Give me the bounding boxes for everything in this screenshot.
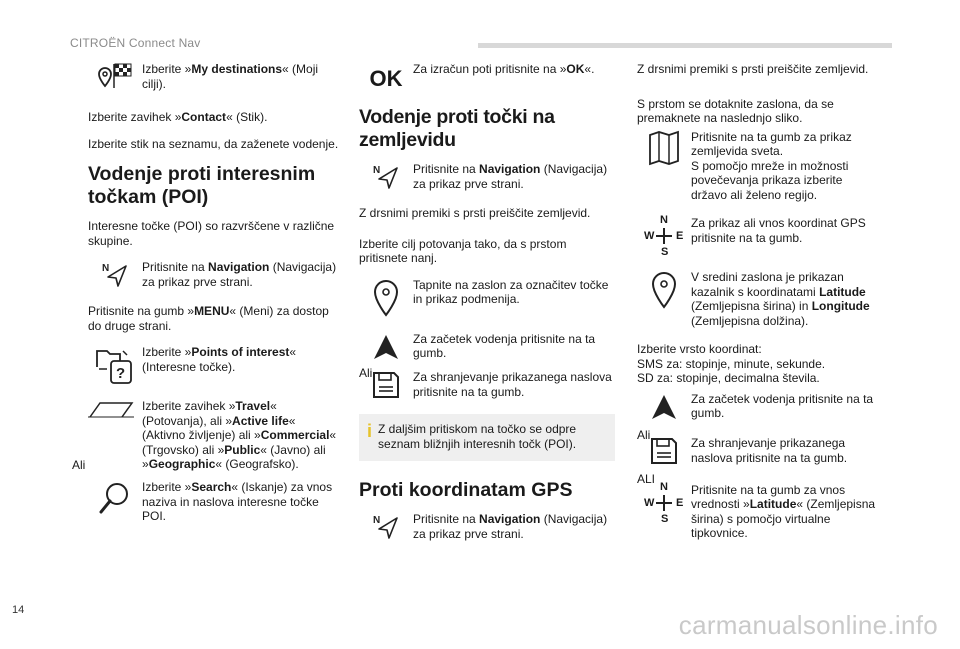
item-start-2-text: Za začetek vodenja pritisnite na ta gumb. — [691, 391, 874, 420]
info-note — [359, 414, 615, 461]
ali-label: Ali — [72, 457, 86, 472]
item-navigation-2-text: Pritisnite na Navigation (Navigacija) za prikaz prve strani. — [413, 162, 608, 191]
watermark: carmanualsonline.info — [678, 610, 938, 640]
svg-text:N: N — [373, 165, 381, 176]
start-guidance-arrow-icon — [359, 332, 413, 362]
compass-n: N — [660, 480, 668, 493]
item-travel-text: Izberite zavihek »Travel« (Potovanja), ali »Active life« (Aktivno življenje) ali »Commercial« (Trgovsko) ali »Public« (Javno) ali »Geographic« (Geografsko). — [142, 399, 337, 471]
item-tap-text: Tapnite na zaslon za označitev točke in prikaz podmenija. — [413, 277, 609, 306]
item-save-2-text: Za shranjevanje prikazanega naslova pritisnite na ta gumb. — [691, 436, 848, 465]
p-menu: Pritisnite na gumb »MENU« (Meni) za dostop do druge strani. — [88, 304, 329, 333]
ali-label: Ali — [637, 427, 651, 442]
column-2 — [359, 62, 615, 556]
item-search-text: Izberite »Search« (Iskanje) za vnos naziva in naslova interesne točke POI. — [142, 480, 333, 523]
world-map-icon — [637, 130, 691, 166]
item-start-guidance-2 — [637, 392, 877, 422]
compass-n: N — [660, 214, 668, 226]
navigation-arrow-icon — [359, 512, 413, 542]
tab-shape-icon — [88, 399, 142, 419]
item-latitude-input — [637, 480, 877, 541]
p-contact: Izberite zavihek »Contact« (Stik). — [88, 110, 268, 124]
info-note-text: Z daljšim pritiskom na točko se odpre seznam bližnjih interesnih točk (POI). — [378, 422, 577, 451]
compass-w: W — [644, 496, 655, 509]
info-icon: i — [367, 421, 373, 441]
item-navigation-3 — [359, 512, 615, 542]
item-world-map-line-2: S pomočjo mreže in možnosti povečevanja prikaza izberite državo ali želeno regijo. — [691, 158, 849, 202]
item-center-text: V sredini zaslona je prikazan kazalnik s koordinatami Latitude (Zemljepisna širina) in Longitude (Zemljepisna dolžina). — [691, 270, 870, 328]
ali-label: Ali — [359, 365, 373, 380]
item-center-marker — [637, 270, 877, 328]
item-save-address-2 — [637, 436, 877, 466]
p-select-destination: Izberite cilj potovanja tako, da s prstom pritisnete nanj. — [359, 236, 567, 265]
svg-text:?: ? — [116, 365, 126, 382]
header-title: CITROËN Connect Nav — [70, 36, 201, 50]
item-navigation-text: Pritisnite na Navigation (Navigacija) za prikaz prve strani. — [142, 260, 337, 289]
coord-type-line-1: Izberite vrsto koordinat: — [637, 342, 762, 356]
item-ok — [359, 62, 615, 92]
ali-caps-label: ALI — [637, 472, 656, 486]
item-my-destinations — [88, 62, 340, 96]
heading-poi: Vodenje proti interesnim točkam (POI) — [88, 163, 316, 208]
heading-gps: Proti koordinatam GPS — [359, 479, 573, 501]
p-stik: Izberite stik na seznamu, da zaženete vodenje. — [88, 136, 339, 151]
item-start-text: Za začetek vodenja pritisnite na ta gumb. — [413, 331, 596, 360]
item-navigation — [88, 260, 340, 290]
item-save-text: Za shranjevanje prikazanega naslova pritisnite na ta gumb. — [413, 370, 612, 399]
item-navigation-3-text: Pritisnite na Navigation (Navigacija) za prikaz prve strani. — [413, 512, 608, 541]
item-poi-text: Izberite »Points of interest« (Interesne točke). — [142, 345, 297, 374]
compass-w: W — [644, 230, 655, 242]
item-tap-screen — [359, 278, 615, 318]
item-search — [88, 480, 340, 524]
navigation-arrow-icon — [88, 260, 142, 290]
item-points-of-interest — [88, 345, 340, 385]
heading-map-point: Vodenje proti točki na zemljevidu — [359, 106, 555, 151]
item-my-destinations-text: Izberite »My destinations« (Moji cilji). — [142, 62, 319, 91]
start-guidance-arrow-icon — [637, 392, 691, 422]
item-navigation-2 — [359, 162, 615, 192]
save-icon — [637, 436, 691, 466]
item-start-guidance — [359, 332, 615, 362]
item-gps-coordinates — [637, 216, 877, 256]
item-save-address — [359, 370, 615, 400]
item-ok-text: Za izračun poti pritisnite na »OK«. — [413, 62, 595, 76]
ok-icon-label: OK — [369, 66, 403, 91]
p-coordinate-type — [637, 342, 877, 386]
destination-flag-icon — [88, 62, 142, 96]
item-gps-text: Za prikaz ali vnos koordinat GPS pritisnite na ta gumb. — [691, 216, 866, 245]
map-pin-icon — [637, 270, 691, 310]
compass-icon — [637, 480, 691, 525]
poi-question-icon — [88, 345, 142, 385]
item-world-map-line-1: Pritisnite na ta gumb za prikaz zemljevida sveta. — [691, 129, 852, 158]
coord-type-line-3: SD za: stopinje, decimalna števila. — [637, 371, 820, 385]
compass-e: E — [676, 496, 684, 509]
compass-cross-h — [656, 235, 672, 237]
header-bar — [478, 43, 892, 48]
svg-text:N: N — [373, 515, 381, 526]
column-1 — [72, 62, 340, 538]
compass-cross-h — [656, 502, 672, 504]
p-poi-intro: Interesne točke (POI) so razvrščene v različne skupine. — [88, 219, 335, 248]
search-icon — [88, 480, 142, 516]
item-latitude-text: Pritisnite na ta gumb za vnos vrednosti »Latitude« (Zemljepisna širina) s pomočjo virtualne tipkovnice. — [691, 482, 876, 540]
column-3 — [637, 62, 877, 555]
compass-icon — [637, 216, 691, 256]
compass-s: S — [661, 246, 669, 258]
ok-icon — [359, 62, 413, 92]
save-icon — [359, 370, 413, 400]
item-world-map — [637, 130, 877, 203]
item-world-map-text — [691, 130, 877, 203]
map-pin-icon — [359, 278, 413, 318]
coord-type-line-2: SMS za: stopinje, minute, sekunde. — [637, 356, 826, 371]
page-number: 14 — [12, 604, 25, 616]
compass-e: E — [676, 230, 684, 242]
navigation-arrow-icon — [359, 162, 413, 192]
p-touch-screen: S prstom se dotaknite zaslona, da se premaknete na naslednjo sliko. — [637, 96, 834, 125]
p-scroll-map: Z drsnimi premiki s prsti preiščite zemljevid. — [359, 206, 591, 220]
svg-text:N: N — [102, 263, 110, 274]
compass-s: S — [661, 512, 669, 525]
p-scroll-map-2: Z drsnimi premiki s prsti preiščite zemljevid. — [637, 62, 869, 76]
